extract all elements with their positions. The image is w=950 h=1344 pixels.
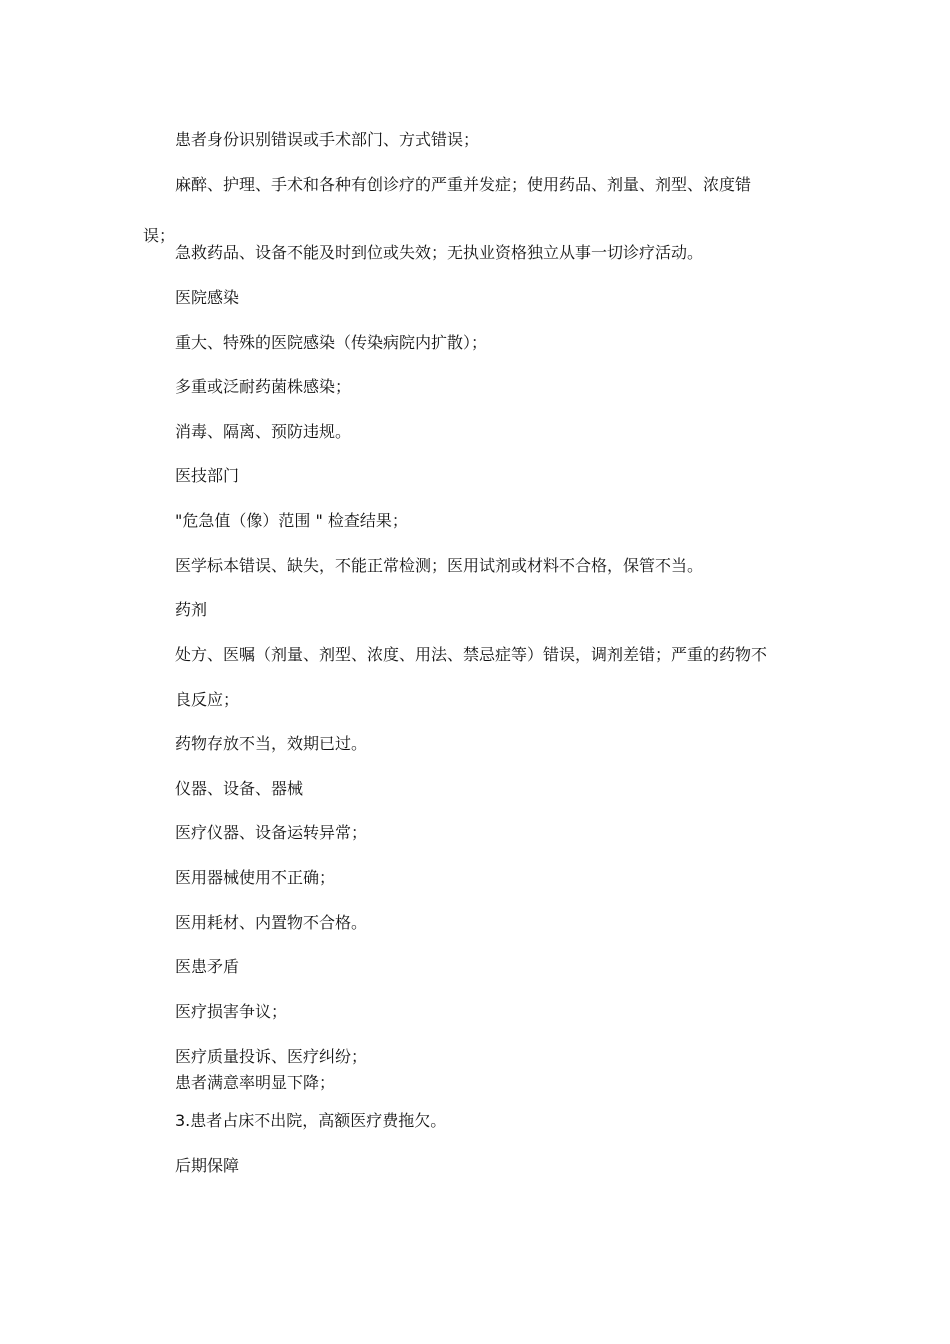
text-line: 医用器械使用不正确；	[175, 868, 336, 887]
section-heading: 医技部门	[175, 466, 240, 485]
text-line: 3.患者占床不出院，高额医疗费拖欠。	[175, 1111, 447, 1130]
section-heading: 医院感染	[175, 288, 240, 307]
text-line: "危急值（像）范围 " 检查结果；	[175, 511, 408, 530]
text-line: 重大、特殊的医院感染（传染病院内扩散）；	[175, 333, 488, 352]
text-line: 药物存放不当，效期已过。	[175, 734, 368, 753]
section-heading: 药剂	[175, 600, 208, 619]
text-line: 多重或泛耐药菌株感染；	[175, 377, 352, 396]
text-line: 患者身份识别错误或手术部门、方式错误；	[175, 130, 480, 149]
text-line: 消毒、隔离、预防违规。	[175, 422, 352, 441]
text-line: 医疗损害争议；	[175, 1002, 288, 1021]
text-line: 急救药品、设备不能及时到位或失效；无执业资格独立从事一切诊疗活动。	[175, 243, 704, 262]
text-line: 医用耗材、内置物不合格。	[175, 913, 368, 932]
text-line: 医疗仪器、设备运转异常；	[175, 823, 368, 842]
text-line: 患者满意率明显下降；	[175, 1073, 336, 1092]
text-line: 良反应；	[175, 690, 240, 709]
section-heading: 仪器、设备、器械	[175, 779, 304, 798]
text-line: 处方、医嘱（剂量、剂型、浓度、用法、禁忌症等）错误，调剂差错；严重的药物不	[175, 645, 768, 664]
section-heading: 医患矛盾	[175, 957, 240, 976]
text-line: 麻醉、护理、手术和各种有创诊疗的严重并发症；使用药品、剂量、剂型、浓度错	[175, 175, 752, 194]
text-line: 误；	[143, 226, 176, 245]
text-line: 医学标本错误、缺失，不能正常检测；医用试剂或材料不合格，保管不当。	[175, 556, 704, 575]
section-heading: 后期保障	[175, 1156, 240, 1175]
text-line: 医疗质量投诉、医疗纠纷；	[175, 1047, 368, 1066]
